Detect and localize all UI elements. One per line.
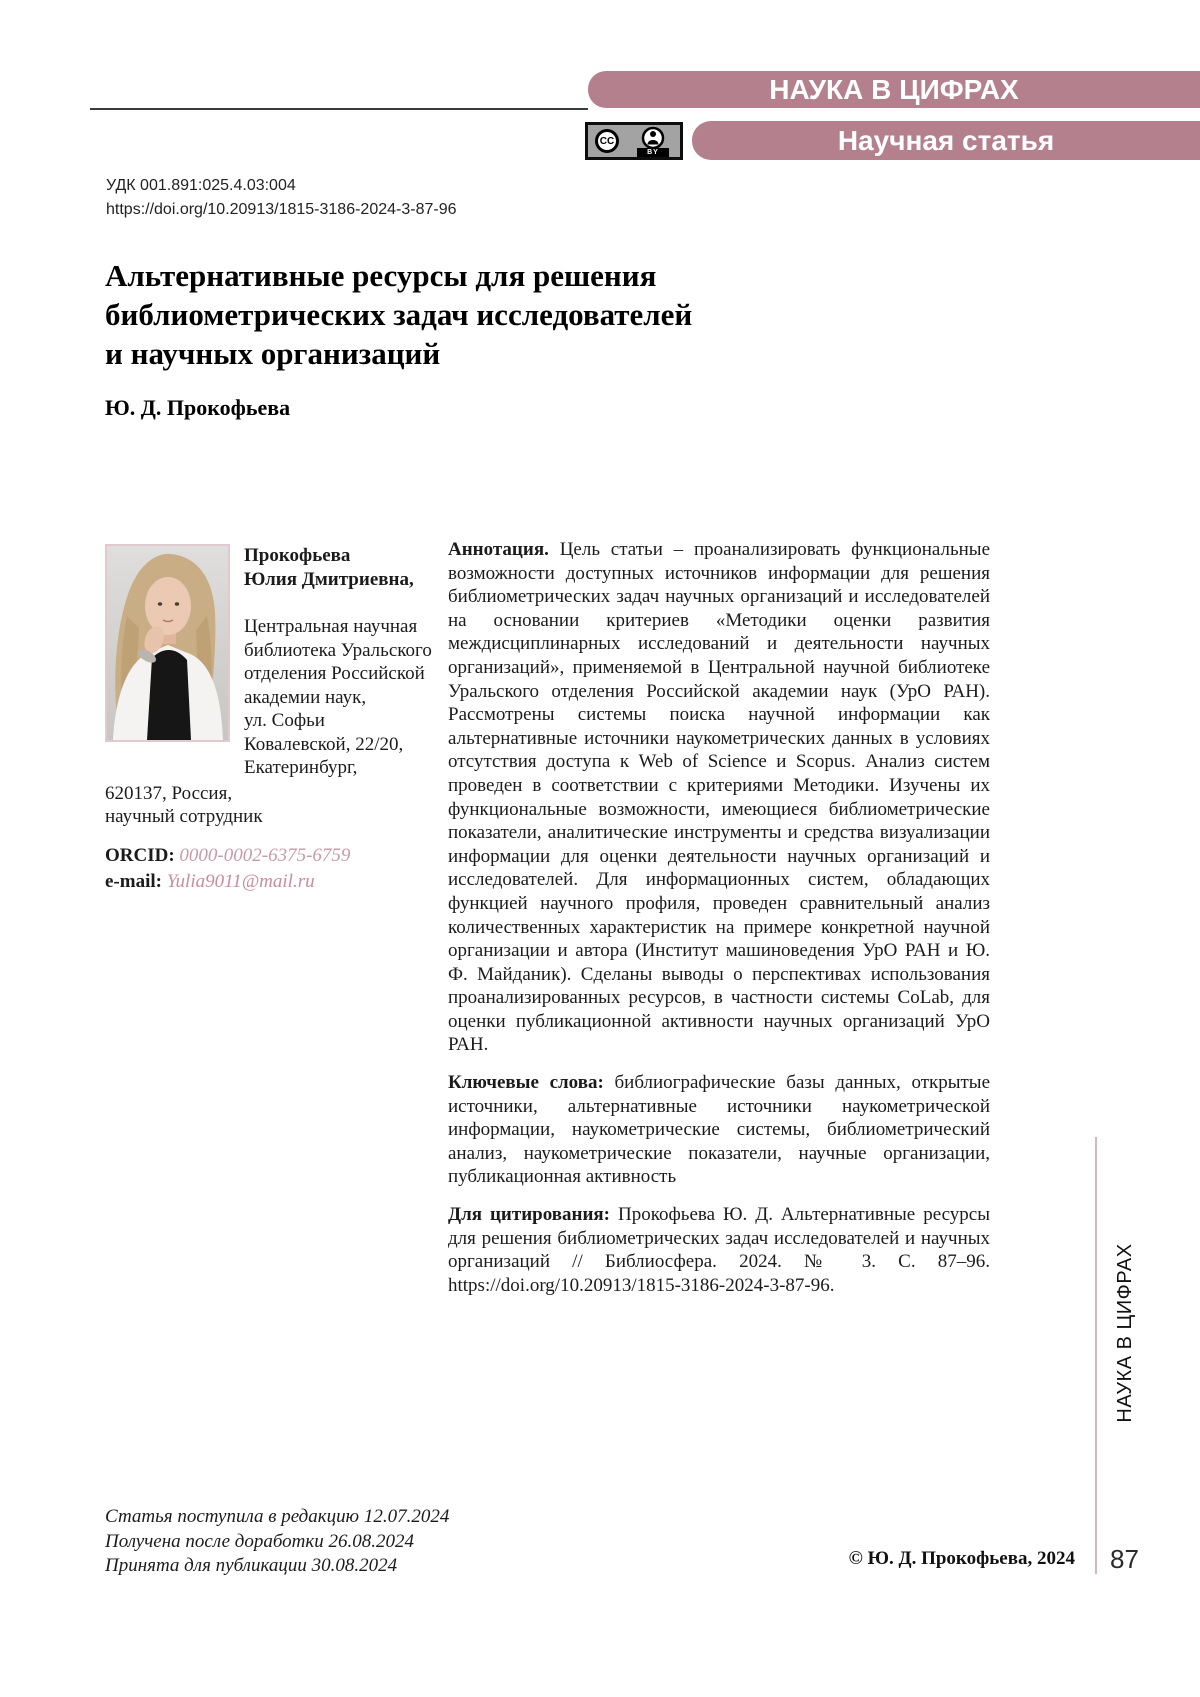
article-type-banner: Научная статья: [692, 121, 1200, 160]
author-affiliation: Центральная научная библиотека Уральского отделения Российской академии наук, ул. Софьи Ковалевской, 22/20, Екатеринбург,: [244, 616, 432, 778]
email-label: e-mail:: [105, 870, 162, 892]
sidebar-section-label: НАУКА В ЦИФРАХ: [1114, 1243, 1136, 1423]
abstract-label: Аннотация.: [448, 539, 549, 560]
article-title: Альтернативные ресурсы для решения библиометрических задач исследователей и научных организаций: [105, 258, 693, 371]
citation-label: Для цитирования:: [448, 1204, 611, 1226]
abstract-paragraph: [448, 538, 990, 1057]
copyright-notice: © Ю. Д. Прокофьева, 2024: [848, 1548, 1075, 1569]
keywords-text: библиографические базы данных, открытые источники, альтернативные источники наукометрической информации, наукометрические системы, библиометрический анализ, наукометрические показатели, научные организации, публикационная активность: [448, 1072, 991, 1188]
citation-text: Прокофьева Ю. Д. Альтернативные ресурсы для решения библиометрических задач исследователей и научных организаций // Библиосфера. 2024. № 3. С. 87–96. https://doi.org/10.20913/1815-3186-2024-3-87-96.: [448, 1204, 990, 1296]
author-text: [244, 544, 432, 780]
author-info-column: [105, 544, 450, 895]
author-byline: Ю. Д. Прокофьева: [105, 395, 291, 420]
author-contacts: [105, 843, 450, 895]
keywords-label: Ключевые слова:: [448, 1072, 604, 1094]
author-name: Прокофьева Юлия Дмитриевна,: [244, 545, 414, 590]
orcid-link[interactable]: 0000-0002-6375-6759: [179, 844, 351, 866]
meta-block: [106, 174, 456, 222]
udc-code: УДК 001.891:025.4.03:004: [106, 177, 296, 194]
email-link[interactable]: Yulia9011@mail.ru: [166, 870, 315, 892]
citation-paragraph: [448, 1203, 990, 1297]
abstract-column: [448, 538, 990, 1311]
section-banner: НАУКА В ЦИФРАХ: [588, 71, 1200, 108]
keywords-paragraph: [448, 1071, 990, 1189]
abstract-text: Цель статьи – проанализировать функциональные возможности доступных источников информации для решения библиометрических задач научных организаций и исследователей на основании критериев «Методики оценки развития междисциплинарных исследований и деятельности научных организаций», применяемой в Центральной научной библиотеке Уральского отделения Российской академии наук (УрО РАН). Рассмотрены системы поиска научной информации как альтернативные источники наукометрических данных в условиях отсутствия доступа к Web of Science и Scopus. Анализ систем проведен в соответствии с критериями Методики. Изучены их функциональные возможности, имеющиеся библиометрические показатели, аналитические инструменты и средства визуализации информации для оценки деятельности научных организаций и исследователей. Для информационных систем, обладающих функцией научного профиля, проведен сравнительный анализ количественных характеристик на примере конкретной научной организации и автора (Институт машиноведения УрО РАН и Ю. Ф. Майданик). Сделаны выводы о перспективах использования проанализированных ресурсов, в частности системы CoLab, для оценки публикационной активности научных организаций УрО РАН.: [448, 539, 990, 1056]
author-photo: [105, 544, 230, 742]
article-dates: [105, 1505, 449, 1579]
footer-divider: [1095, 1137, 1097, 1574]
email-line: [105, 869, 450, 895]
cc-by-license-badge[interactable]: [585, 122, 683, 160]
cc-by-label: BY: [637, 148, 669, 157]
author-address: 620137, Россия, научный сотрудник: [105, 782, 263, 827]
cc-icon: CC: [595, 129, 619, 153]
doi-link[interactable]: https://doi.org/10.20913/1815-3186-2024-3-87-96: [106, 201, 457, 218]
date-accepted: Принята для публикации 30.08.2024: [105, 1555, 398, 1576]
orcid-line: [105, 843, 450, 869]
page-number: 87: [1110, 1544, 1139, 1574]
date-received: Статья поступила в редакцию 12.07.2024: [105, 1506, 450, 1527]
date-revised: Получена после доработки 26.08.2024: [105, 1530, 415, 1552]
author-row: [105, 544, 450, 780]
attribution-person-icon: [638, 126, 668, 156]
orcid-label: ORCID:: [105, 844, 175, 866]
header-rule: [90, 108, 588, 110]
